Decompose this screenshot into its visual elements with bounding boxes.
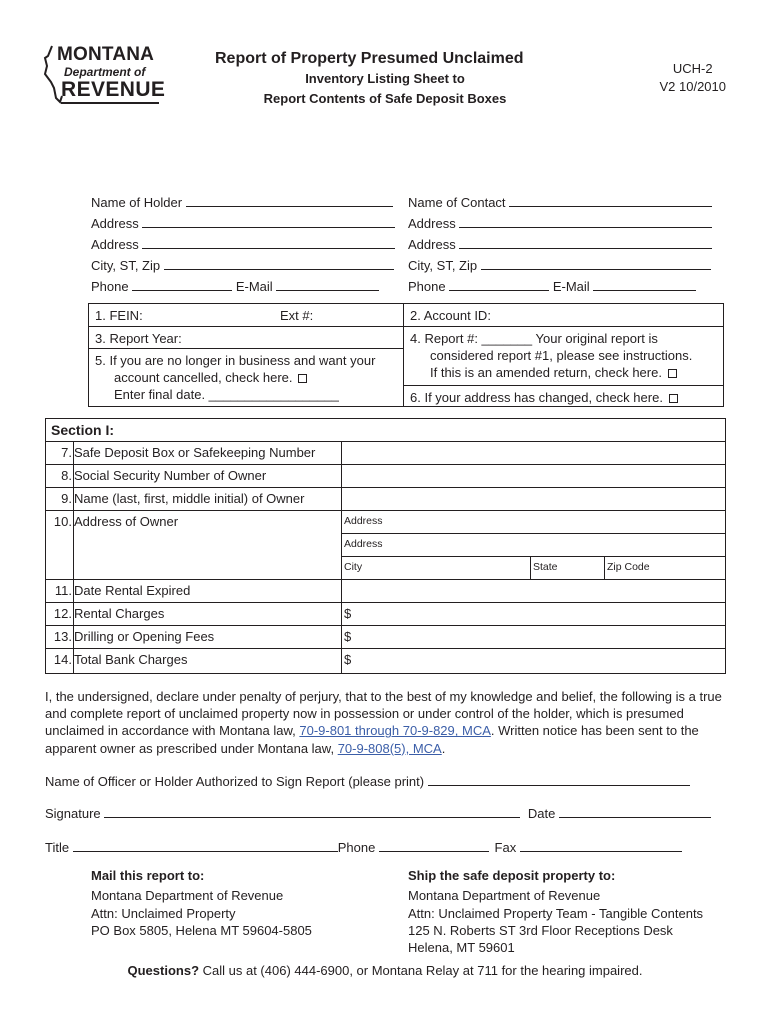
form-code: [659, 60, 726, 96]
amended-return-line: [410, 364, 717, 381]
amended-return-text: If this is an amended return, check here.: [430, 365, 662, 380]
row-divider: [341, 556, 725, 557]
row-7-label: Safe Deposit Box or Safekeeping Number: [74, 445, 316, 460]
right-info-box: [404, 303, 724, 407]
row-9-label: Name (last, first, middle initial) of Owner: [74, 491, 305, 506]
holder-address-label: Address: [91, 216, 139, 231]
cancel-account-checkbox[interactable]: [298, 374, 307, 383]
ship-address-line: Helena, MT 59601: [408, 940, 515, 955]
row-9-number: 9.: [61, 491, 72, 506]
row-8-number: 8.: [61, 468, 72, 483]
contact-city-field[interactable]: [408, 258, 711, 273]
account-id-field[interactable]: [404, 304, 723, 326]
logo-department-text: Department of: [64, 65, 146, 79]
row-divider: [46, 648, 725, 649]
account-id-label: 2. Account ID:: [410, 308, 491, 323]
holder-phone-field[interactable]: [91, 279, 379, 294]
left-info-box: [88, 303, 404, 407]
form-number: UCH-2: [672, 61, 713, 76]
no-business-text-1: 5. If you are no longer in business and want your: [95, 353, 376, 368]
final-date-field[interactable]: Enter final date. __________________: [114, 387, 339, 402]
row-14-number: 14.: [53, 652, 72, 667]
signature-label: Signature: [45, 806, 101, 821]
questions-footer: [0, 963, 770, 978]
ssn-input[interactable]: [342, 465, 725, 487]
report-number-field: [404, 326, 723, 385]
contact-phone-field[interactable]: [408, 279, 696, 294]
holder-name-label: Name of Holder: [91, 195, 183, 210]
amended-return-checkbox[interactable]: [668, 369, 677, 378]
holder-email-label: E-Mail: [235, 279, 273, 294]
holder-phone-label: Phone: [91, 279, 129, 294]
mail-address-line: Montana Department of Revenue: [91, 888, 284, 903]
row-12-label: Rental Charges: [74, 606, 165, 621]
contact-name-field[interactable]: [408, 195, 712, 210]
address-changed-text: 6. If your address has changed, check here.: [410, 390, 663, 405]
holder-city-label: City, ST, Zip: [91, 258, 161, 273]
owner-state-input[interactable]: State: [533, 561, 558, 573]
holder-address-line[interactable]: [142, 216, 395, 228]
mail-heading: Mail this report to:: [91, 868, 205, 883]
state-column-divider: [530, 556, 531, 579]
declaration-text-3: .: [441, 740, 446, 756]
report-year-label: 3. Report Year:: [95, 331, 182, 346]
contact-address-label: Address: [408, 216, 456, 231]
mail-address-line: PO Box 5805, Helena MT 59604-5805: [91, 923, 312, 938]
report-number-text-1[interactable]: 4. Report #: _______ Your original report is: [410, 331, 658, 346]
ship-address-line: 125 N. Roberts ST 3rd Floor Receptions Desk: [408, 923, 673, 938]
row-divider: [46, 602, 725, 603]
date-rental-expired-input[interactable]: [342, 580, 725, 602]
ext-label: Ext #:: [280, 308, 314, 323]
holder-name-field[interactable]: [91, 195, 393, 210]
no-longer-in-business-field: [89, 348, 403, 408]
row-divider: [341, 533, 725, 534]
contact-email-line[interactable]: [593, 279, 696, 291]
declaration-text-1: I, the undersigned, declare under penalty of perjury, that to the best of my knowledge and belief, the following is a true and complete report of unclaimed property now in possession or under control of the holder, which is presumed unclaimed in accordance with Montana law,: [45, 689, 722, 739]
address-changed-field: [404, 385, 723, 408]
drilling-fees-input[interactable]: $: [344, 629, 352, 644]
contact-address2-label: Address: [408, 237, 456, 252]
row-12-number: 12.: [53, 606, 72, 621]
row-10-number: 10.: [53, 514, 72, 529]
signature-line[interactable]: [104, 806, 520, 818]
section-1-heading: Section I:: [51, 422, 115, 438]
fax-label: Fax: [494, 840, 517, 855]
row-7-number: 7.: [61, 445, 72, 460]
holder-phone-line[interactable]: [132, 279, 232, 291]
box-number-input[interactable]: [342, 442, 725, 464]
form-version: V2 10/2010: [659, 79, 726, 94]
form-subtitle-1: Inventory Listing Sheet to: [305, 71, 465, 86]
contact-city-line[interactable]: [481, 258, 711, 270]
date-line[interactable]: [559, 806, 711, 818]
department-logo: [42, 44, 166, 108]
row-14-label: Total Bank Charges: [74, 652, 188, 667]
contact-address2-line[interactable]: [459, 237, 712, 249]
declaration-paragraph: [45, 688, 729, 757]
contact-address-field[interactable]: [408, 216, 712, 231]
contact-phone-label: Phone: [408, 279, 446, 294]
owner-name-input[interactable]: [342, 488, 725, 510]
section-1-table: [45, 418, 726, 674]
row-13-label: Drilling or Opening Fees: [74, 629, 215, 644]
holder-email-line[interactable]: [276, 279, 379, 291]
form-subtitle-2: Report Contents of Safe Deposit Boxes: [263, 91, 507, 106]
row-8-label: Social Security Number of Owner: [74, 468, 267, 483]
row-divider: [46, 625, 725, 626]
officer-name-label: Name of Officer or Holder Authorized to Sign Report (please print): [45, 774, 425, 789]
row-13-number: 13.: [53, 629, 72, 644]
form-title: Report of Property Presumed Unclaimed: [215, 50, 524, 67]
ship-heading: Ship the safe deposit property to:: [408, 868, 616, 883]
fein-field[interactable]: [89, 304, 403, 326]
holder-address2-field[interactable]: [91, 237, 395, 252]
owner-zip-input[interactable]: Zip Code: [607, 561, 650, 573]
declaration-text-2: . Written notice has been sent to the apparent owner as prescribed under Montana law,: [45, 723, 699, 756]
zip-column-divider: [604, 556, 605, 579]
contact-city-label: City, ST, Zip: [408, 258, 478, 273]
logo-state-name: MONTANA: [57, 44, 155, 65]
questions-text: Call us at (406) 444-6900, or Montana Relay at 711 for the hearing impaired.: [199, 963, 643, 978]
fax-line[interactable]: [520, 840, 682, 852]
holder-city-field[interactable]: [91, 258, 394, 273]
officer-phone-line[interactable]: [379, 840, 489, 852]
statute-link-1[interactable]: 70-9-801 through 70-9-829, MCA: [299, 723, 491, 739]
contact-phone-line[interactable]: [449, 279, 549, 291]
holder-city-line[interactable]: [164, 258, 394, 270]
mail-address-line: Attn: Unclaimed Property: [91, 906, 236, 921]
owner-address1-input[interactable]: Address: [344, 515, 383, 527]
row-11-label: Date Rental Expired: [74, 583, 191, 598]
report-year-field[interactable]: [89, 326, 403, 348]
statute-link-2[interactable]: 70-9-808(5), MCA: [337, 740, 442, 756]
contact-address2-field[interactable]: [408, 237, 712, 252]
contact-email-label: E-Mail: [552, 279, 590, 294]
row-divider: [46, 510, 725, 511]
report-number-text-2: considered report #1, please see instructions.: [430, 348, 693, 363]
row-11-number: 11.: [54, 583, 72, 598]
signature-field[interactable]: [45, 806, 711, 821]
ship-address-line: Montana Department of Revenue: [408, 888, 601, 903]
title-label: Title: [45, 840, 70, 855]
holder-address2-line[interactable]: [142, 237, 395, 249]
no-business-line-2: [95, 369, 397, 386]
holder-name-line[interactable]: [186, 195, 393, 207]
officer-name-line[interactable]: [428, 774, 690, 786]
logo-revenue-text: REVENUE: [61, 78, 166, 101]
holder-address2-label: Address: [91, 237, 139, 252]
fein-label: 1. FEIN:: [95, 308, 143, 323]
logo-underline: [61, 102, 159, 104]
row-10-label: Address of Owner: [74, 514, 179, 529]
officer-phone-label: Phone: [337, 840, 376, 855]
contact-name-line[interactable]: [509, 195, 712, 207]
ship-address-line: Attn: Unclaimed Property Team - Tangible Contents: [408, 906, 704, 921]
questions-label: Questions?: [127, 963, 200, 978]
holder-address-field[interactable]: [91, 216, 395, 231]
title-field[interactable]: [45, 840, 682, 855]
address-changed-checkbox[interactable]: [669, 394, 678, 403]
contact-name-label: Name of Contact: [408, 195, 506, 210]
rental-charges-input[interactable]: $: [344, 606, 352, 621]
title-line[interactable]: [73, 840, 338, 852]
total-bank-charges-input[interactable]: $: [344, 652, 352, 667]
officer-name-field[interactable]: [45, 774, 690, 789]
owner-city-input[interactable]: City: [344, 561, 363, 573]
contact-address-line[interactable]: [459, 216, 712, 228]
date-label: Date: [527, 806, 556, 821]
owner-address2-input[interactable]: Address: [344, 538, 383, 550]
no-business-text-2: account cancelled, check here.: [114, 370, 293, 385]
